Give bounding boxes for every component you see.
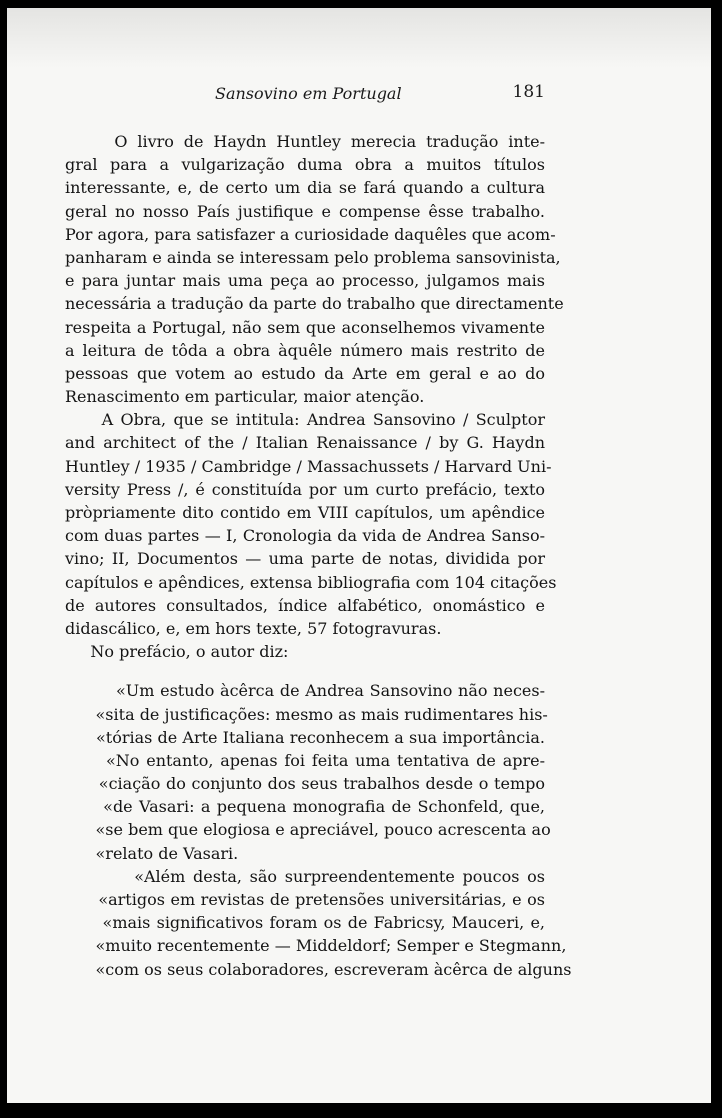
- text-line: a leitura de tôda a obra àquêle número mais restrito de: [65, 340, 545, 360]
- quote-paragraph: [65, 679, 551, 865]
- text-line: «Além desta, são surpreendentemente poucos os: [65, 866, 545, 886]
- page-number: 181: [512, 82, 545, 102]
- text-line: pròpriamente dito contido em VIII capítulos, um apêndice: [65, 503, 545, 522]
- text-line: «artigos em revistas de pretensões universitárias, e os: [65, 890, 545, 909]
- text-line: pessoas que votem ao estudo da Arte em geral e ao do: [65, 363, 545, 383]
- text-line: «Um estudo àcêrca de Andrea Sansovino não neces-: [65, 681, 545, 701]
- paragraph: [65, 408, 557, 640]
- quote-paragraph: [65, 865, 572, 981]
- text-line: No prefácio, o autor diz:: [65, 642, 289, 662]
- text-line: com duas partes — I, Cronologia da vida de Andrea Sanso-: [65, 526, 545, 546]
- paragraph: [65, 640, 545, 663]
- page-header: [65, 80, 545, 110]
- page-body: [65, 130, 572, 981]
- quote-gap: [65, 663, 545, 679]
- text-line: geral no nosso País justifique e compense êsse trabalho.: [65, 201, 545, 221]
- text-line: respeita a Portugal, não sem que aconselhemos vivamente: [65, 317, 545, 337]
- text-line: «sita de justificações: mesmo as mais rudimentares his-: [65, 704, 548, 724]
- text-line: «com os seus colaboradores, escreveram àcêrca de alguns: [65, 959, 572, 979]
- text-line: gral para a vulgarização duma obra a muitos títulos: [65, 155, 545, 175]
- text-line: Por agora, para satisfazer a curiosidade daquêles que acom-: [65, 224, 556, 244]
- text-line: panharam e ainda se interessam pelo problema sansovinista,: [65, 247, 561, 267]
- text-line: and architect of the / Italian Renaissance / by G. Haydn: [65, 433, 545, 453]
- text-line: Huntley / 1935 / Cambridge / Massachussets / Harvard Uni-: [65, 456, 552, 476]
- paragraph: [65, 130, 564, 408]
- text-line: vino; II, Documentos — uma parte de notas, dividida por: [65, 549, 545, 569]
- text-line: «mais significativos foram os de Fabricsy, Mauceri, e,: [65, 913, 545, 933]
- text-line: «No entanto, apenas foi feita uma tentativa de apre-: [65, 750, 545, 770]
- text-line: «de Vasari: a pequena monografia de Schonfeld, que,: [65, 797, 545, 817]
- text-line: «se bem que elogiosa e apreciável, pouco acrescenta ao: [65, 820, 551, 840]
- text-line: «relato de Vasari.: [65, 843, 239, 863]
- text-line: didascálico, e, em hors texte, 57 fotogravuras.: [65, 618, 442, 638]
- text-line: Renascimento em particular, maior atenção.: [65, 387, 425, 407]
- text-line: versity Press /, é constituída por um curto prefácio, texto: [65, 479, 545, 499]
- text-line: interessante, e, de certo um dia se fará quando a cultura: [65, 178, 545, 198]
- text-line: A Obra, que se intitula: Andrea Sansovino / Sculptor: [65, 410, 545, 430]
- text-line: «tórias de Arte Italiana reconhecem a sua importância.: [65, 727, 545, 747]
- text-line: O livro de Haydn Huntley merecia tradução inte-: [65, 132, 545, 151]
- scan-shadow: [7, 8, 711, 68]
- text-line: necessária a tradução da parte do trabalho que directamente: [65, 294, 564, 314]
- running-title: Sansovino em Portugal: [215, 84, 402, 103]
- text-line: capítulos e apêndices, extensa bibliografia com 104 citações: [65, 572, 557, 592]
- text-line: «muito recentemente — Middeldorf; Semper e Stegmann,: [65, 936, 567, 956]
- text-line: «ciação do conjunto dos seus trabalhos desde o tempo: [65, 774, 545, 794]
- book-page: [7, 8, 711, 1103]
- text-line: de autores consultados, índice alfabético, onomástico e: [65, 595, 545, 615]
- text-line: e para juntar mais uma peça ao processo, julgamos mais: [65, 271, 545, 291]
